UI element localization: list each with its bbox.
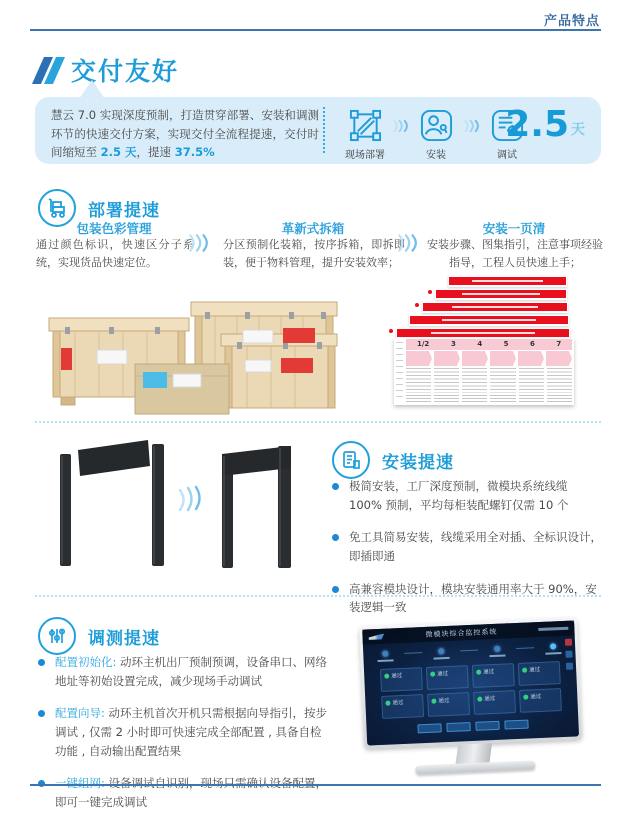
top-rule [30,29,601,31]
tile-status: 通过 [437,670,449,678]
check-icon [431,698,436,703]
days-unit: 天 [571,122,585,138]
deploy-col2-body: 分区预制化装箱，按序拆箱，即拆即装，便于物料管理，提升安装效率； [223,238,405,269]
alarm-icon [565,639,572,646]
status-tile [473,690,516,715]
dashboard-button [475,721,499,731]
delivery-steps [339,109,533,161]
deploy-col2-title: 革新式拆箱 [281,221,345,236]
tile-status: 通过 [438,697,450,705]
chevrons-icon [463,117,480,139]
dashboard-button [504,720,528,730]
install-bullet: 极简安装，工厂深度预制，微模块系统线缆 100% 预制，平均每柜装配螺钉仅需 10 个 [332,477,604,514]
dashboard-button [446,722,470,732]
deploy-col3-body: 安装步骤、图集指引，注意事项经验指导，工程人员快速上手； [427,238,603,269]
intro-highlight-days: 2.5 天 [100,145,137,160]
status-tile [380,667,423,692]
dotted-divider [323,107,325,153]
monitor-bezel [359,617,582,748]
chevrons-icon [392,117,409,139]
check-icon [385,700,390,705]
monitor-base [415,760,535,774]
check-icon [430,671,435,676]
install-heading: 安装提速 [382,452,454,473]
grid-icon [566,663,573,670]
dashboard-stepper [363,642,575,662]
section-separator [35,595,601,597]
doc-col-header: 6 [530,340,535,348]
intro-highlight-percent: 37.5% [174,145,215,160]
monitor-image [359,611,583,770]
footer-rule [30,784,601,786]
debug-bullet [38,653,330,690]
status-tile [518,661,561,686]
section-title-row [38,52,179,88]
rack-frames-image [48,438,300,594]
status-tile [426,665,469,690]
bullet-text: 动环主机首次开机只需根据向导指引，按步调试 , 仅需 2 小时即可快速完成全部配置 , 具备自检功能 , 自动输出配置结果 [55,706,328,758]
doc-col-header: 3 [450,340,456,348]
person-wrench-icon [420,109,453,142]
install-bullets [332,477,604,631]
debug-bullet [38,704,330,760]
check-icon [476,669,481,674]
debug-bullet [38,774,330,811]
dashboard-tiles [380,661,562,719]
status-tile [427,692,470,717]
site-plan-icon [349,109,382,142]
tile-status: 通过 [530,693,542,701]
sliders-icon [38,617,76,655]
deploy-col1-title: 包装色彩管理 [76,221,152,236]
tile-status: 通过 [392,699,404,707]
intro-text-part2: ，提速 [136,145,175,160]
doc-col-header: 5 [503,340,509,348]
dashboard-buttons [366,717,578,735]
bullet-lead: 配置向导: [55,706,105,721]
user-icon [565,651,572,658]
step-site-deploy [339,109,391,161]
step-label: 安装 [426,150,446,161]
doc-col-header: 4 [477,340,483,348]
corner-label: 产品特点 [543,14,600,29]
install-bullet: 免工具简易安装，线缆采用全对插、全标识设计，即插即通 [332,528,604,565]
bullet-text: 动环主机出厂预制预调，设备串口、网络地址等初始设置完成，减少现场手动调试 [55,655,328,688]
status-tile [519,688,562,713]
chevrons-icon [187,232,209,258]
step-install [410,109,462,161]
tile-status: 通过 [529,666,541,674]
intro-text-part1: 慧云 7.0 实现深度预制，打造贯穿部署、安装和调测环节的快速交付方案，实现交付全流程提速，交付时间缩短至 [51,108,319,160]
step-label: 现场部署 [345,150,385,161]
dashboard-datetime [538,627,568,631]
install-guide-sheets-image [394,276,576,406]
dashboard-button [417,723,441,733]
tile-status: 通过 [483,668,495,676]
step-dot-icon [438,648,444,654]
tile-status: 通过 [484,695,496,703]
dashboard-screen [362,620,579,745]
page-title: 交付友好 [71,57,180,86]
check-icon [477,696,482,701]
checklist-icon [332,441,370,479]
dashboard-side-icons [565,639,573,670]
tile-status: 通过 [391,672,403,680]
status-tile [472,663,515,688]
delivery-days [505,104,585,145]
check-icon [522,667,527,672]
chevrons-icon [396,232,418,258]
section-separator [35,421,601,423]
doc-col-header: 1/2 [416,340,430,348]
debug-heading: 调测提速 [88,628,160,649]
step-dot-icon [382,651,388,657]
step-label: 调试 [497,150,517,161]
deploy-col1-body: 通过颜色标识，快速区分子系统，实现货品快速定位。 [36,238,194,269]
doc-col-header: 7 [556,340,562,348]
deploy-heading: 部署提速 [88,200,160,221]
brand-logo-icon [368,633,384,640]
check-icon [384,673,389,678]
bullet-lead: 配置初始化: [55,655,117,669]
install-guide-table [394,338,574,405]
dashboard-title: 微模块综合监控系统 [425,627,498,639]
debug-bullets [38,653,330,825]
bullet-text: 即可一键完成调试 [55,794,147,809]
status-tile [381,694,424,719]
callout-pointer [79,80,105,99]
days-number: 2.5 [505,104,569,145]
intro-text [51,106,319,162]
check-icon [523,694,528,699]
install-bullet: 高兼容模块设计，模块安装通用率大于 90%，安装逻辑一致 [332,580,604,617]
step-dot-icon [494,646,500,652]
step-dot-icon [550,643,556,649]
intro-callout [35,97,601,164]
dashboard-topbar [362,620,574,644]
install-section-head [332,441,454,479]
wooden-crates-image [45,296,337,418]
debug-section-head [38,617,160,655]
deploy-col3-title: 安装一页清 [482,221,546,236]
